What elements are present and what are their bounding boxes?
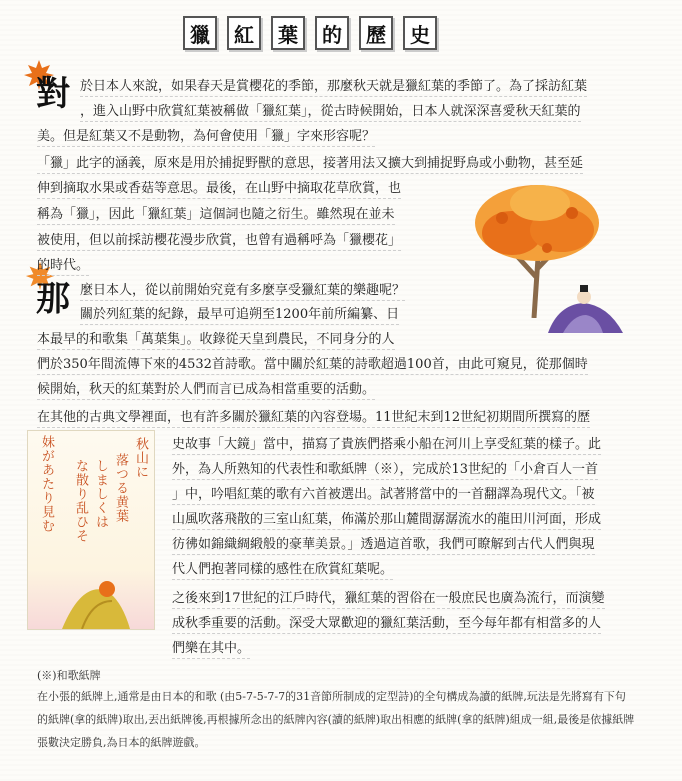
footnote-title: (※)和歌紙牌 xyxy=(37,669,101,682)
text-line: ，進入山野中欣賞紅葉被稱做「獵紅葉」，從古時候開始，日本人就深深喜愛秋天紅葉的 xyxy=(80,103,581,122)
text-line: 被使用，但以前採訪櫻花漫步欣賞，也曾有過稱呼為「獵櫻花」 xyxy=(37,232,401,251)
text-line: 本最早的和歌集「萬葉集」。收錄從天皇到農民，不同身分的人 xyxy=(37,331,395,350)
footnote-line: 在小張的紙牌上,通常是由日本的和歌 (由5-7-5-7-7的31音節所制成的定型詩)的全句構成為讀的紙牌,玩法是先將寫有下句 xyxy=(37,690,626,703)
text-line: 候開始，秋天的紅葉對於人們而言已成為相當重要的活動。 xyxy=(37,381,375,400)
text-line: 山風吹落飛散的三室山紅葉，佈滿於那山麓間潺潺流水的龍田川河面，形成 xyxy=(172,511,601,530)
title-char: 紅 xyxy=(227,16,261,50)
page-title xyxy=(183,16,437,56)
noble-figure-illustration xyxy=(538,285,628,335)
text-line: 外，為人所熟知的代表性和歌紙牌（※），完成於13世紀的「小倉百人一首 xyxy=(172,461,598,480)
card-verse-line: 秋山に xyxy=(133,437,148,479)
card-verse-line: 落つる黄葉 xyxy=(113,453,128,523)
footnote-line: 張數決定勝負,為日本的紙牌遊戲。 xyxy=(37,736,206,749)
dropcap: 那 xyxy=(36,279,70,319)
text-line: 美。但是紅葉又不是動物，為何會使用「獵」字來形容呢？ xyxy=(37,128,375,147)
text-line: 在其他的古典文學裡面，也有許多關於獵紅葉的內容登場。11世紀末到12世紀初期間所撰寫的歷 xyxy=(37,409,590,428)
text-line: 麼日本人，從以前開始究竟有多麼享受獵紅葉的樂趣呢？ xyxy=(80,282,405,301)
title-char: 史 xyxy=(403,16,437,50)
title-char: 獵 xyxy=(183,16,217,50)
text-line: 代人們抱著同樣的感性在欣賞紅葉呢。 xyxy=(172,561,393,580)
footnote-line: 的紙牌(拿的紙牌)取出,丟出紙牌後,再根據所念出的紙牌內容(讀的紙牌)取出相應的紙牌(拿的紙牌)組成一組,最後是依據紙牌 xyxy=(37,713,635,726)
card-verse-line: な散り乱ひそ xyxy=(73,459,88,543)
text-line: 關於列紅葉的紀錄，最早可追朔至1200年前所編纂、日 xyxy=(80,306,399,325)
title-char: 的 xyxy=(315,16,349,50)
title-char: 歷 xyxy=(359,16,393,50)
karuta-card xyxy=(27,430,155,630)
text-line: 彷彿如錦織綢緞般的豪華美景。」透過這首歌，我們可瞭解到古代人們與現 xyxy=(172,536,595,555)
card-verse-line: しましくは xyxy=(93,459,108,529)
card-verse-line: 妹があたり見む xyxy=(39,435,54,533)
dropcap: 對 xyxy=(36,74,70,114)
text-line: 於日本人來說，如果春天是賞櫻花的季節，那麼秋天就是獵紅葉的季節了。為了採訪紅葉 xyxy=(80,78,587,97)
text-line: 的時代。 xyxy=(37,257,89,276)
text-line: 們於350年間流傳下來的4532首詩歌。當中關於紅葉的詩歌超過100首，由此可窺見，從那個時 xyxy=(37,356,588,375)
text-line: 之後來到17世紀的江戶時代，獵紅葉的習俗在一般庶民也廣為流行，而演變 xyxy=(172,590,605,609)
text-line: 成秋季重要的活動。深受大眾歡迎的獵紅葉活動，至今每年都有相當多的人 xyxy=(172,615,601,634)
text-line: 稱為「獵」，因此「獵紅葉」這個詞也隨之衍生。雖然現在並未 xyxy=(37,206,395,225)
text-line: 史故事「大鏡」當中，描寫了貴族們搭乘小船在河川上享受紅葉的樣子。此 xyxy=(172,436,601,455)
tassel-ornament-icon xyxy=(52,571,132,629)
text-line: 們樂在其中。 xyxy=(172,640,250,659)
text-line: 伸到摘取水果或香菇等意思。最後，在山野中摘取花草欣賞，也 xyxy=(37,180,401,199)
text-line: 」中，吟唱紅葉的歌有六首被選出。試著將當中的一首翻譯為現代文。「被 xyxy=(172,486,595,505)
text-line: 「獵」此字的涵義，原來是用於捕捉野獸的意思，接著用法又擴大到捕捉野鳥或小動物，甚至延 xyxy=(37,155,583,174)
title-char: 葉 xyxy=(271,16,305,50)
